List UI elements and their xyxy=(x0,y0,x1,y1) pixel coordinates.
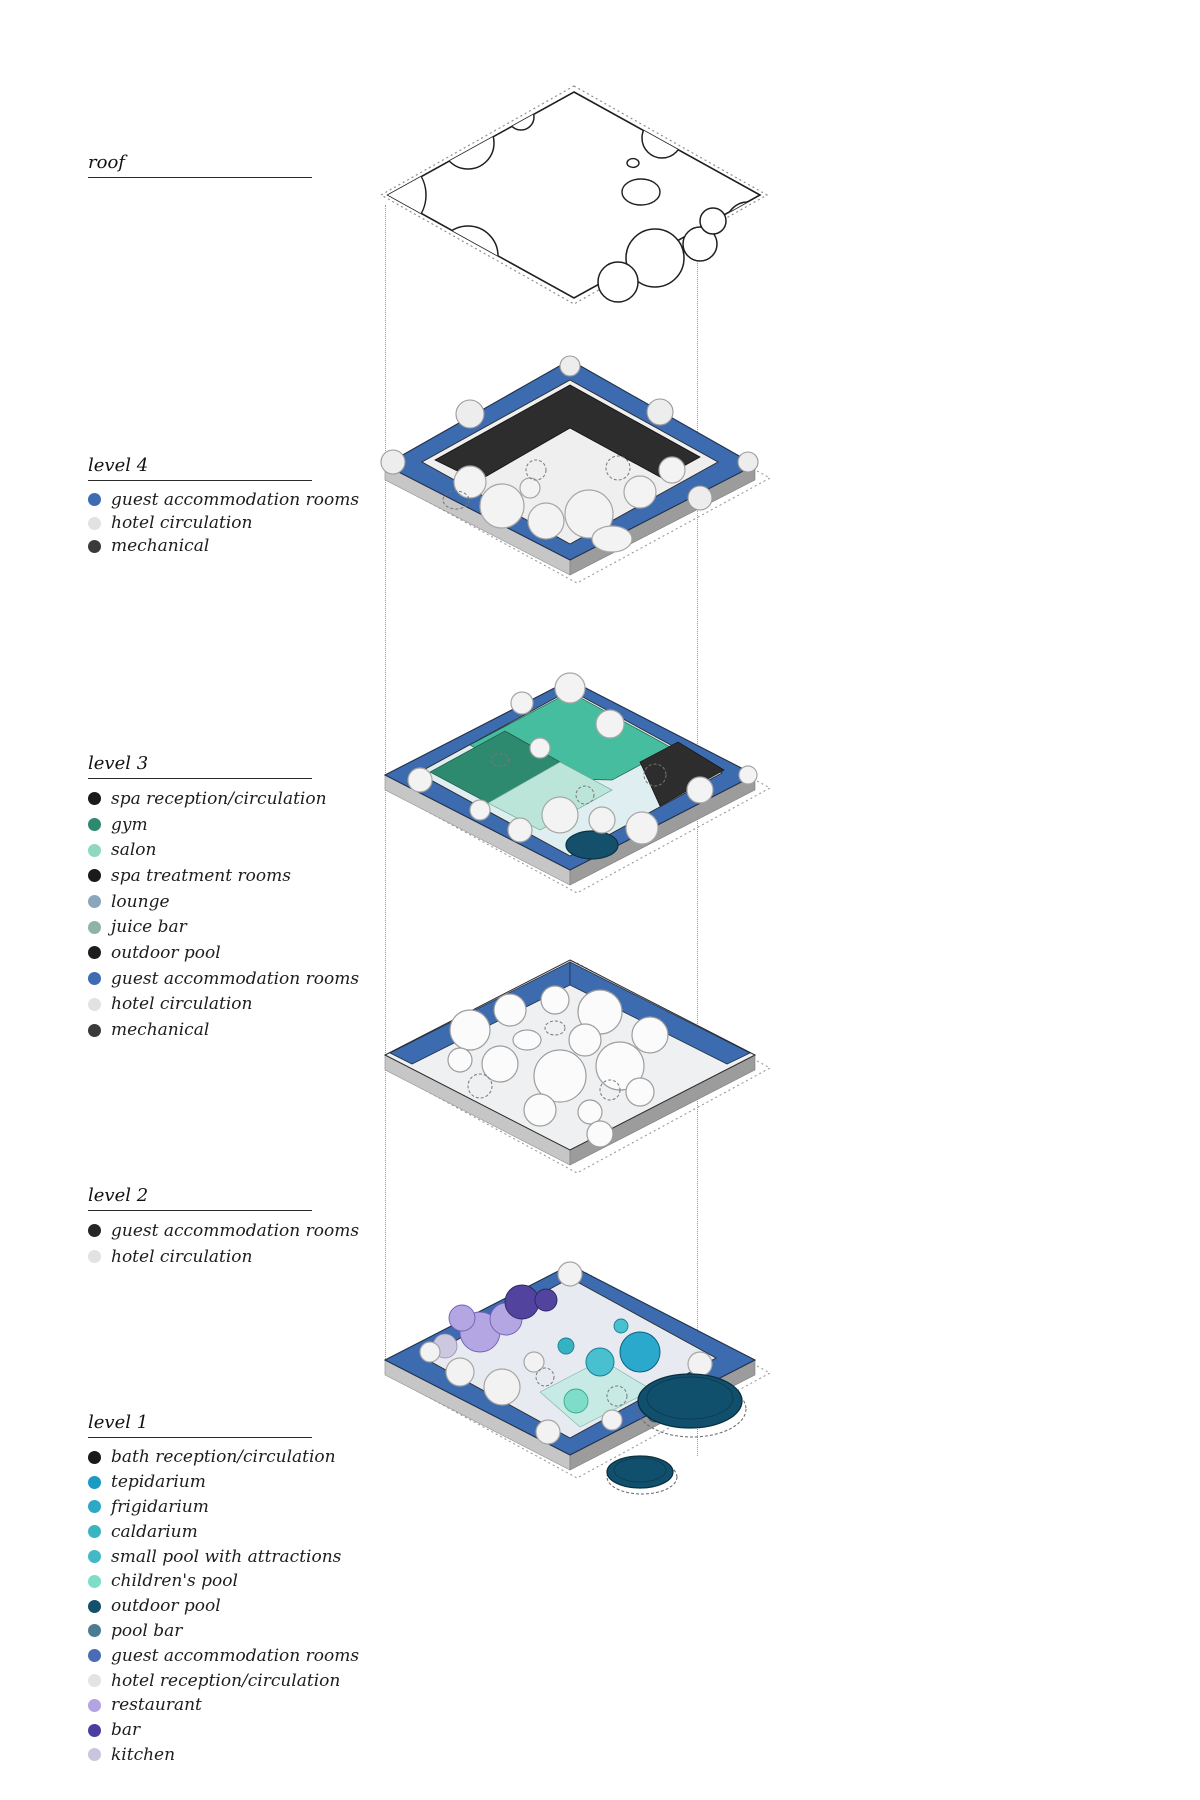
legend-item-label: hotel circulation xyxy=(111,513,253,534)
legend-item-label: children's pool xyxy=(111,1571,238,1592)
level-1-plan-drawing xyxy=(320,1222,880,1522)
legend-color-dot xyxy=(88,1250,101,1263)
roof-slab-outline xyxy=(388,92,760,298)
legend-color-dot xyxy=(88,1500,101,1513)
legend-item xyxy=(88,889,338,915)
legend-roof xyxy=(88,152,338,185)
legend-item-label: guest accommodation rooms xyxy=(111,968,360,989)
legend-item xyxy=(88,1244,338,1270)
legend-item-label: hotel circulation xyxy=(111,994,253,1015)
legend-color-dot xyxy=(88,818,101,831)
legend-color-dot xyxy=(88,1525,101,1538)
legend-item-label: salon xyxy=(111,840,157,861)
legend-item xyxy=(88,914,338,940)
caldarium-pool xyxy=(558,1338,574,1354)
legend-color-dot xyxy=(88,946,101,959)
legend-color-dot xyxy=(88,972,101,985)
legend-item-label: frigidarium xyxy=(111,1496,209,1517)
legend-item-label: lounge xyxy=(111,891,170,912)
legend-color-dot xyxy=(88,792,101,805)
legend-item-label: guest accommodation rooms xyxy=(111,1645,360,1666)
legend-item-label: caldarium xyxy=(111,1521,198,1542)
legend-item-label: guest accommodation rooms xyxy=(111,1220,360,1241)
level-2-plan-drawing xyxy=(330,938,830,1188)
legend-item xyxy=(88,535,338,558)
small-attraction-pool xyxy=(614,1319,628,1333)
legend-item-label: gym xyxy=(111,814,148,835)
legend-heading: level 4 xyxy=(88,455,312,481)
legend-item xyxy=(88,812,338,838)
legend-item xyxy=(88,1017,338,1043)
legend-color-dot xyxy=(88,1674,101,1687)
legend-item xyxy=(88,786,338,812)
legend-item xyxy=(88,1718,338,1743)
legend-item xyxy=(88,992,338,1018)
legend-item xyxy=(88,1519,338,1544)
legend-items xyxy=(88,1218,360,1269)
tepidarium-pool xyxy=(620,1332,660,1372)
legend-item xyxy=(88,1693,338,1718)
legend-item-label: kitchen xyxy=(111,1744,176,1765)
legend-item xyxy=(88,511,338,534)
legend-color-dot xyxy=(88,1748,101,1761)
legend-item-label: pool bar xyxy=(111,1620,183,1641)
outdoor-pool-small xyxy=(607,1456,677,1494)
legend-color-dot xyxy=(88,1476,101,1489)
legend-item xyxy=(88,1218,360,1244)
legend-heading: roof xyxy=(88,152,312,178)
level-4-plan-drawing xyxy=(330,348,830,598)
legend-item xyxy=(88,1743,338,1768)
legend-item xyxy=(88,863,338,889)
legend-color-dot xyxy=(88,1649,101,1662)
legend-item xyxy=(88,837,338,863)
outdoor-pool-main xyxy=(638,1374,746,1437)
legend-color-dot xyxy=(88,1699,101,1712)
roof-plan-drawing xyxy=(330,58,830,318)
legend-item-label: mechanical xyxy=(111,1020,210,1041)
legend-color-dot xyxy=(88,1024,101,1037)
legend-items xyxy=(88,786,360,1043)
legend-items xyxy=(88,488,360,558)
legend-heading: level 3 xyxy=(88,753,312,779)
legend-item xyxy=(88,1470,338,1495)
legend-item xyxy=(88,488,360,511)
legend-item-label: hotel reception/circulation xyxy=(111,1670,341,1691)
legend-item-label: outdoor pool xyxy=(111,942,221,963)
legend-level-4 xyxy=(88,455,360,558)
legend-color-dot xyxy=(88,869,101,882)
level-3-plan-drawing xyxy=(330,628,830,918)
legend-item-label: restaurant xyxy=(111,1695,202,1716)
legend-item xyxy=(88,1643,360,1668)
legend-item xyxy=(88,1594,338,1619)
legend-item-label: spa treatment rooms xyxy=(111,865,291,886)
legend-item-label: juice bar xyxy=(111,917,187,938)
legend-color-dot xyxy=(88,1724,101,1737)
legend-item-label: hotel circulation xyxy=(111,1246,253,1267)
legend-item-label: bath reception/circulation xyxy=(111,1447,336,1468)
legend-item xyxy=(88,966,360,992)
legend-color-dot xyxy=(88,540,101,553)
legend-color-dot xyxy=(88,844,101,857)
legend-item xyxy=(88,1495,338,1520)
legend-color-dot xyxy=(88,895,101,908)
legend-color-dot xyxy=(88,1600,101,1613)
legend-color-dot xyxy=(88,517,101,530)
childrens-pool xyxy=(564,1389,588,1413)
legend-item-label: tepidarium xyxy=(111,1472,206,1493)
legend-level-1 xyxy=(88,1412,360,1767)
legend-level-2 xyxy=(88,1185,360,1269)
legend-color-dot xyxy=(88,1224,101,1237)
legend-color-dot xyxy=(88,1575,101,1588)
legend-color-dot xyxy=(88,998,101,1011)
legend-item-label: bar xyxy=(111,1720,141,1741)
legend-item-label: mechanical xyxy=(111,536,210,557)
legend-item xyxy=(88,1544,342,1569)
legend-color-dot xyxy=(88,1550,101,1563)
legend-item xyxy=(88,1668,341,1693)
legend-item xyxy=(88,1445,338,1470)
legend-item xyxy=(88,1619,338,1644)
legend-items xyxy=(88,1445,360,1767)
legend-item-label: outdoor pool xyxy=(111,1596,221,1617)
legend-item-label: spa reception/circulation xyxy=(111,788,327,809)
legend-item xyxy=(88,1569,338,1594)
legend-level-3 xyxy=(88,753,360,1043)
legend-item xyxy=(88,940,338,966)
legend-heading: level 1 xyxy=(88,1412,312,1438)
legend-color-dot xyxy=(88,1451,101,1464)
legend-color-dot xyxy=(88,1624,101,1637)
legend-heading: level 2 xyxy=(88,1185,312,1211)
legend-item-label: small pool with attractions xyxy=(111,1546,342,1567)
legend-color-dot xyxy=(88,493,101,506)
frigidarium-pool xyxy=(586,1348,614,1376)
legend-color-dot xyxy=(88,921,101,934)
legend-item-label: guest accommodation rooms xyxy=(111,489,360,510)
outdoor-pool xyxy=(566,831,618,859)
